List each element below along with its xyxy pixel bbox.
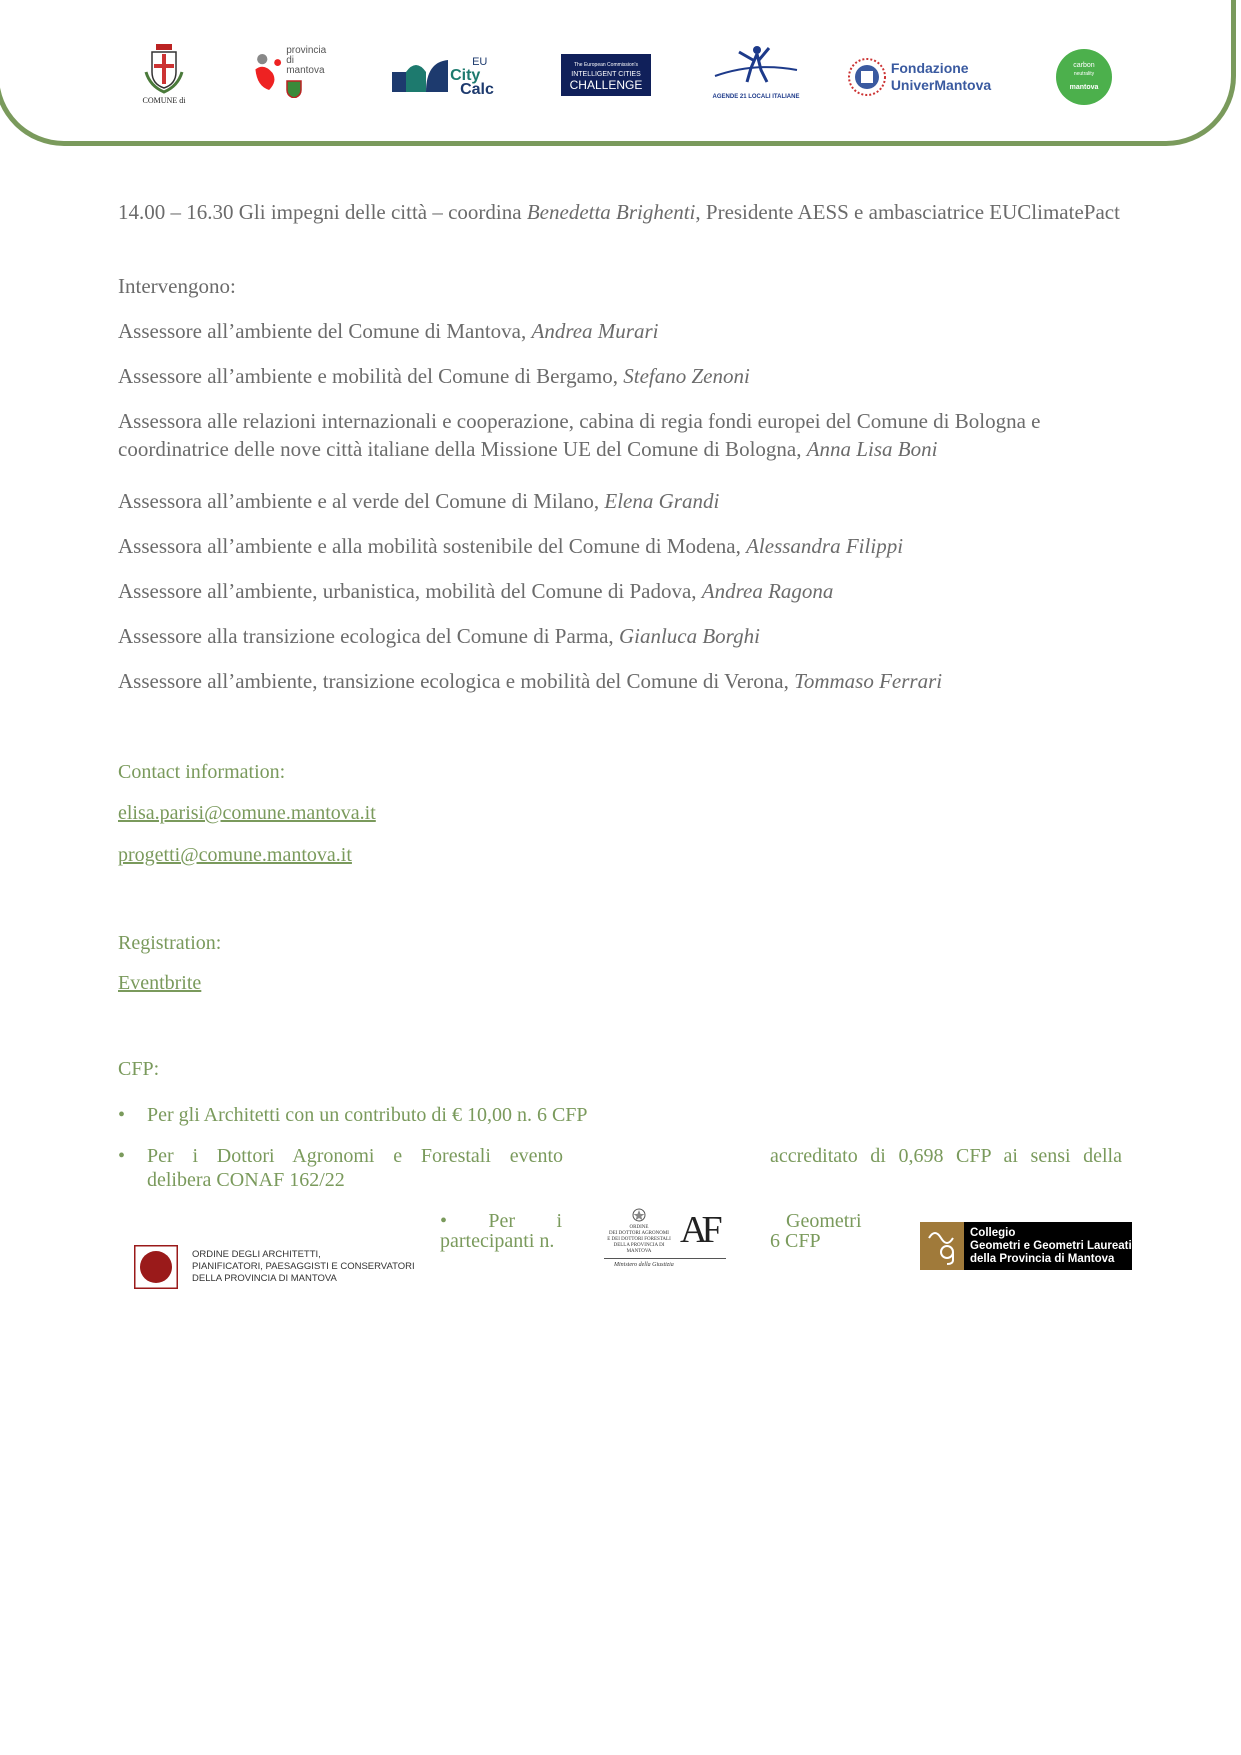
cfp-agronomi-part1: Per i Dottori Agronomi e Forestali evento xyxy=(147,1145,563,1167)
speaker-2 xyxy=(118,362,1122,390)
contact-heading: Contact information: xyxy=(118,761,286,783)
provincia-figure-icon xyxy=(252,47,286,97)
speaker-role: Assessore all’ambiente e mobilità del Comune di Bergamo, xyxy=(118,364,624,388)
icc-line2: INTELLIGENT CITIES xyxy=(571,71,641,78)
speaker-name: Andrea Ragona xyxy=(701,579,834,603)
provincia-line2: di mantova xyxy=(286,55,325,76)
registration-heading: Registration: xyxy=(118,932,222,954)
agende21-logo xyxy=(712,40,800,104)
speaker-name: Alessandra Filippi xyxy=(746,534,904,558)
cfp-geometri-part4: 6 CFP xyxy=(770,1230,821,1252)
speaker-role: Assessora all’ambiente e alla mobilità sostenibile del Comune di Modena, xyxy=(118,534,747,558)
geometri-line1: Collegio xyxy=(970,1226,1016,1239)
fondazione-logo xyxy=(846,56,992,98)
speaker-1 xyxy=(118,317,1122,345)
geometri-logo xyxy=(920,1222,1132,1270)
icc-logo xyxy=(561,54,651,96)
provincia-line1: provincia xyxy=(286,45,327,56)
architetti-logo xyxy=(134,1244,424,1290)
session-title xyxy=(118,198,1122,226)
email-link-progetti[interactable]: progetti@comune.mantova.it xyxy=(118,844,352,866)
cfp-agronomi-part3: delibera CONAF 162/22 xyxy=(147,1169,345,1191)
citycalc-calc: Calc xyxy=(460,81,494,98)
session-coordinator-role: , Presidente AESS e ambasciatrice EUClimatePact xyxy=(695,200,1120,224)
speaker-8 xyxy=(118,667,1122,695)
architetti-emblem-icon xyxy=(134,1245,178,1289)
speakers-intro: Intervengono: xyxy=(118,274,236,298)
icc-line1: The European Commission's xyxy=(573,62,639,68)
speaker-name: Stefano Zenoni xyxy=(623,364,750,388)
bullet-dot: • xyxy=(118,1145,126,1167)
eventbrite-link[interactable]: Eventbrite xyxy=(118,972,202,994)
carbon-line2: neutrality xyxy=(1073,71,1095,77)
speaker-name: Anna Lisa Boni xyxy=(806,437,938,461)
speaker-3 xyxy=(118,407,1122,463)
speaker-role: Assessora alle relazioni internazionali e cooperazione, cabina di regia fondi europei del Comune di Bologna e coordinatrice delle nove città italiane della Missione UE del Comune di Bologna, xyxy=(118,409,1041,461)
agronomi-divider xyxy=(604,1258,726,1259)
speaker-7 xyxy=(118,622,1122,650)
icc-line3: CHALLENGE xyxy=(569,78,643,92)
cfp-geometri-part2: partecipanti n. xyxy=(440,1230,555,1252)
architetti-line1: ORDINE DEGLI ARCHITETTI, xyxy=(192,1249,321,1260)
carbon-circle-icon xyxy=(1056,49,1112,105)
agronomi-line4: DELLA PROVINCIA DI MANTOVA xyxy=(613,1243,665,1254)
comune-logo-text: COMUNE di xyxy=(142,95,186,105)
geometri-line3: della Provincia di Mantova xyxy=(970,1252,1115,1265)
agende21-text: AGENDE 21 LOCALI ITALIANE xyxy=(712,94,800,100)
agronomi-line2: DEI DOTTORI AGRONOMI xyxy=(609,1231,669,1236)
speaker-role: Assessore all’ambiente, transizione ecologica e mobilità del Comune di Verona, xyxy=(118,669,795,693)
carbon-neutrality-logo xyxy=(1052,48,1116,106)
speaker-role: Assessore alla transizione ecologica del Comune di Parma, xyxy=(118,624,619,648)
speaker-role: Assessore all’ambiente, urbanistica, mobilità del Comune di Padova, xyxy=(118,579,702,603)
geometri-emblem-icon xyxy=(920,1222,964,1270)
speaker-6 xyxy=(118,577,1122,605)
cfp-heading: CFP: xyxy=(118,1058,160,1080)
agronomi-logo xyxy=(604,1208,728,1272)
citycalc-logo xyxy=(390,56,496,96)
cfp-geometri-part1: • Per i xyxy=(440,1210,562,1232)
speaker-role: Assessore all’ambiente del Comune di Mantova, xyxy=(118,319,532,343)
agronomi-ministry: Ministero della Giustizia xyxy=(614,1262,674,1268)
comune-crest-icon xyxy=(142,42,186,96)
agronomi-af-mark: AF xyxy=(680,1209,717,1251)
cfp-agronomi-part2: accreditato di 0,698 CFP ai sensi della xyxy=(770,1145,1122,1167)
fondazione-line1: Fondazione xyxy=(890,60,969,76)
speaker-name: Gianluca Borghi xyxy=(618,624,760,648)
carbon-line3: mantova xyxy=(1069,84,1099,91)
agronomi-line3: E DEI DOTTORI FORESTALI xyxy=(607,1237,671,1242)
citycalc-city: City xyxy=(450,67,481,84)
architetti-line2: PIANIFICATORI, PAESAGGISTI E CONSERVATORI xyxy=(192,1261,415,1272)
session-coordinator: Benedetta Brighenti xyxy=(526,200,696,224)
speaker-name: Tommaso Ferrari xyxy=(794,669,943,693)
architetti-line3: DELLA PROVINCIA DI MANTOVA xyxy=(192,1273,337,1284)
speaker-5 xyxy=(118,532,1122,560)
geometri-line2: Geometri e Geometri Laureati xyxy=(970,1239,1132,1252)
citycalc-eu: EU xyxy=(472,56,488,68)
cfp-architetti: Per gli Architetti con un contributo di € 10,00 n. 6 CFP xyxy=(147,1104,588,1126)
speaker-name: Andrea Murari xyxy=(531,319,659,343)
session-time: 14.00 – 16.30 Gli impegni delle città – coordina xyxy=(118,200,527,224)
cfp-geometri-part3: Geometri xyxy=(786,1210,862,1232)
agronomi-line1: ORDINE xyxy=(629,1225,649,1230)
republic-emblem-icon xyxy=(632,1208,646,1222)
speaker-name: Elena Grandi xyxy=(604,489,720,513)
speaker-4 xyxy=(118,487,1122,515)
bullet-dot: • xyxy=(118,1104,126,1126)
tightrope-walker-icon xyxy=(713,44,799,94)
fondazione-emblem-icon xyxy=(847,57,887,97)
email-link-elisa[interactable]: elisa.parisi@comune.mantova.it xyxy=(118,802,376,824)
citycalc-shape-icon xyxy=(392,58,450,94)
carbon-line1: carbon xyxy=(1073,62,1095,69)
fondazione-line2: UniverMantova xyxy=(890,77,992,93)
speaker-role: Assessora all’ambiente e al verde del Comune di Milano, xyxy=(118,489,605,513)
provincia-logo xyxy=(252,44,328,100)
provincia-shield-icon xyxy=(286,80,302,98)
comune-logo xyxy=(138,40,190,106)
